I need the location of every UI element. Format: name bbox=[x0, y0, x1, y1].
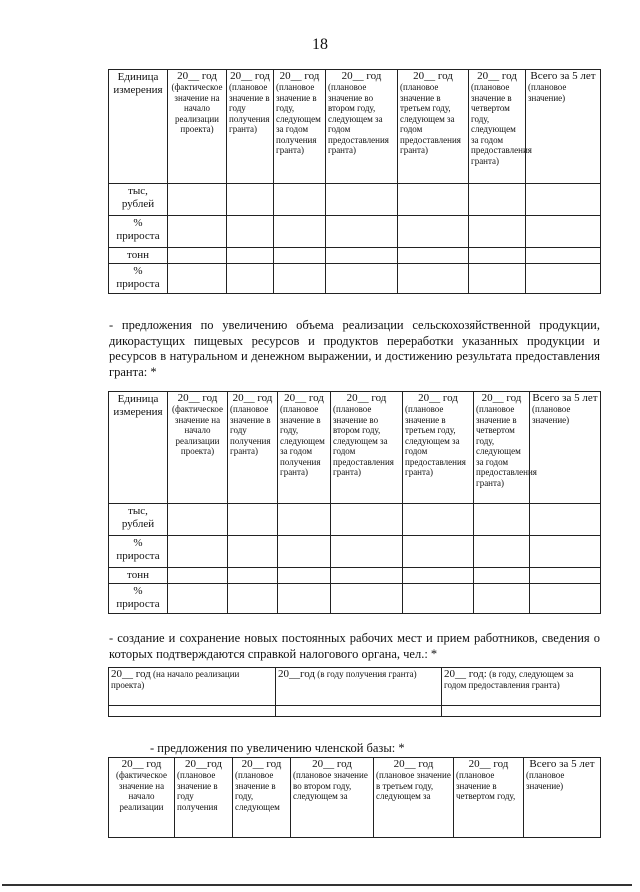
row-label: тыс, рублей bbox=[109, 184, 168, 216]
page-number: 18 bbox=[312, 36, 328, 53]
membership-table-clip bbox=[108, 757, 602, 821]
paragraph-jobs: - создание и сохранение новых постоянных рабочих мест и прием работников, сведения о которых подтверждаются справкой налогового органа, чел.: * bbox=[109, 631, 600, 661]
column-header: 20__ год (плановое значение в четвертом году, bbox=[454, 758, 524, 838]
unit-header: Единица измерения bbox=[109, 70, 168, 184]
indicators-table-1 bbox=[108, 69, 601, 294]
column-header: 20__ год (плановое значение в году получения гранта) bbox=[227, 70, 274, 184]
column-header: 20__ год (плановое значение в четвертом году, следующем за годом предоставления гранта) bbox=[474, 392, 530, 504]
scan-edge-line bbox=[2, 884, 632, 886]
column-header: 20__ год (фактическое значение на начало реализации bbox=[109, 758, 175, 838]
paragraph-membership: - предложения по увеличению членской базы: * bbox=[150, 741, 405, 755]
column-header: 20__ год (фактическое значение на начало реализации проекта) bbox=[168, 392, 228, 504]
column-header: 20__ год (плановое значение в третьем году, следующем за bbox=[374, 758, 454, 838]
column-header: 20__ год (на начало реализации проекта) bbox=[109, 668, 276, 706]
row-label: % прироста bbox=[109, 536, 168, 568]
row-label: тыс, рублей bbox=[109, 504, 168, 536]
column-header: Всего за 5 лет (плановое значение) bbox=[530, 392, 601, 504]
column-header: Всего за 5 лет (плановое значение) bbox=[526, 70, 601, 184]
column-header: Всего за 5 лет (плановое значение) bbox=[524, 758, 601, 838]
column-header: 20__ год (плановое значение в четвертом году, следующем за годом предоставления гранта) bbox=[469, 70, 526, 184]
membership-table bbox=[108, 757, 601, 838]
column-header: 20__ год (плановое значение в году, следующем bbox=[233, 758, 291, 838]
column-header: 20__ год (фактическое значение на начало реализации проекта) bbox=[168, 70, 227, 184]
column-header: 20__ год: (в году, следующем за годом предоставления гранта) bbox=[442, 668, 601, 706]
column-header: 20__ год (плановое значение в третьем году, следующем за годом предоставления гранта) bbox=[403, 392, 474, 504]
row-label: тонн bbox=[109, 248, 168, 264]
column-header: 20__ год (плановое значение во втором году, следующем за годом предоставления гранта) bbox=[331, 392, 403, 504]
column-header: 20__год (плановое значение в году получения bbox=[175, 758, 233, 838]
column-header: 20__ год (плановое значение во втором году, следующем за bbox=[291, 758, 374, 838]
column-header: 20__ год (плановое значение в году, следующем за годом получения гранта) bbox=[278, 392, 331, 504]
column-header: 20__ год (плановое значение во втором году, следующем за годом предоставления гранта) bbox=[326, 70, 398, 184]
jobs-table bbox=[108, 667, 601, 717]
column-header: 20__год (в году получения гранта) bbox=[276, 668, 442, 706]
row-label: тонн bbox=[109, 568, 168, 584]
row-label: % прироста bbox=[109, 264, 168, 294]
column-header: 20__ год (плановое значение в третьем году, следующем за годом предоставления гранта) bbox=[398, 70, 469, 184]
unit-header: Единица измерения bbox=[109, 392, 168, 504]
paragraph-sales-proposals: - предложения по увеличению объема реализации сельскохозяйственной продукции, дикорастущих пищевых ресурсов и продуктов переработки указанных продукции и ресурсов в натуральном и денежном выражении, и достижению результата предоставления гранта: * bbox=[109, 318, 600, 379]
column-header: 20__ год (плановое значение в году, следующем за годом получения гранта) bbox=[274, 70, 326, 184]
indicators-table-2 bbox=[108, 391, 601, 614]
row-label: % прироста bbox=[109, 584, 168, 614]
column-header: 20__ год (плановое значение в году получения гранта) bbox=[228, 392, 278, 504]
row-label: % прироста bbox=[109, 216, 168, 248]
